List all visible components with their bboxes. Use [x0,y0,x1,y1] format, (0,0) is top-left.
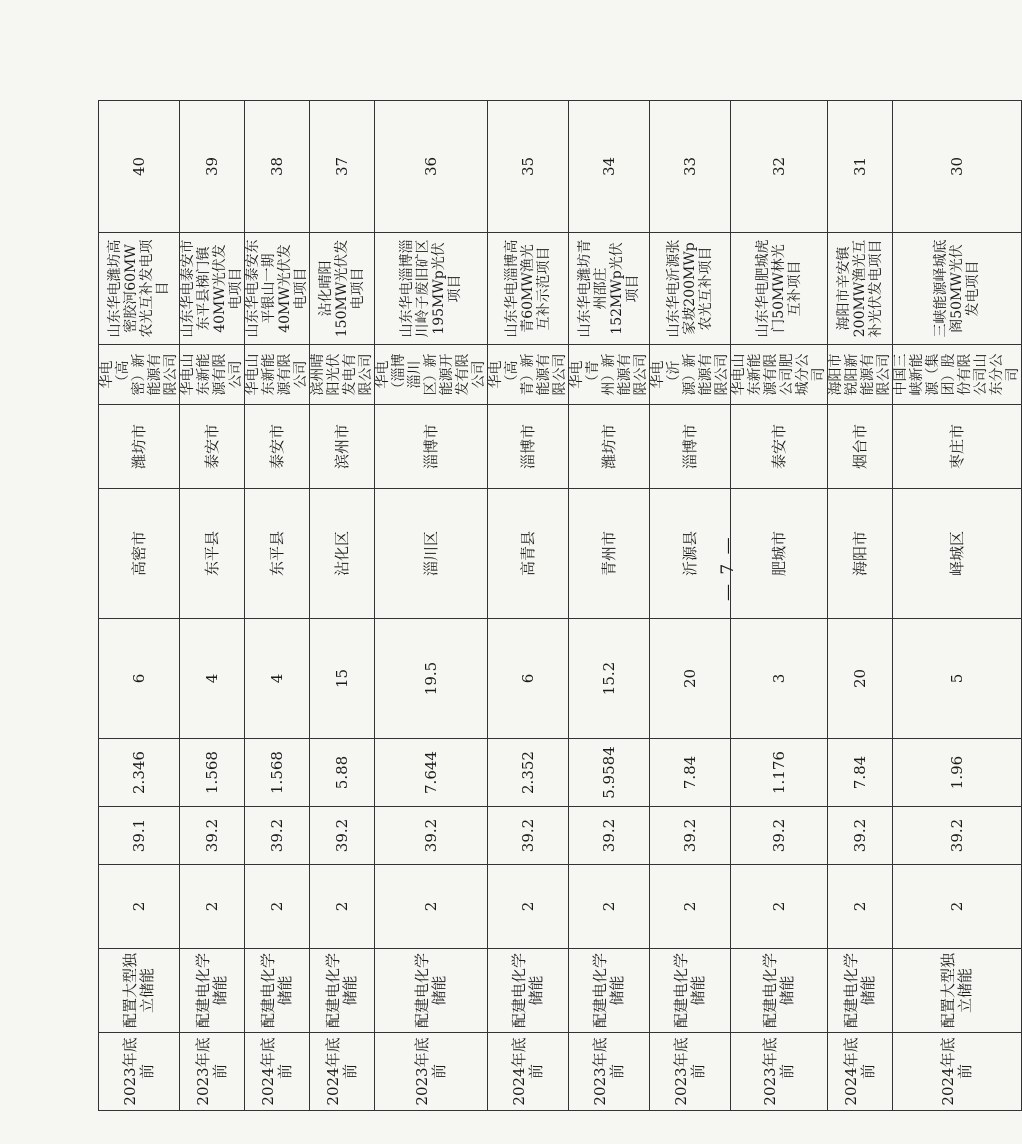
company-cell: 华电（高青）新能源有限公司 [488,345,569,405]
table-row [569,101,650,1111]
table-row [310,101,375,1111]
method-cell: 配建电化学储能 [375,949,488,1033]
deadline-cell: 2023年底前 [375,1033,488,1111]
method-cell: 配建电化学储能 [828,949,893,1033]
company-cell: 华电（沂源）新能源有限公司 [650,345,731,405]
capacity-cell: 1.96 [893,739,1022,807]
capacity-cell: 2.346 [99,739,180,807]
capacity-cell: 1.568 [245,739,310,807]
deadline-cell: 2023年底前 [731,1033,828,1111]
project-cell: 山东华电肥城虎门50MW林光互补项目 [731,233,828,345]
rate-cell: 39.2 [893,807,1022,865]
deadline-cell: 2024年底前 [310,1033,375,1111]
row-number-cell: 38 [245,101,310,233]
deadline-cell: 2024年底前 [893,1033,1022,1111]
table-row [650,101,731,1111]
city-cell: 淄博市 [375,405,488,489]
district-cell: 肥城市 [731,489,828,619]
district-cell: 海阳市 [828,489,893,619]
hours-cell: 2 [650,865,731,949]
hours-cell: 2 [99,865,180,949]
table-row [375,101,488,1111]
capacity-cell: 5.9584 [569,739,650,807]
row-number-cell: 37 [310,101,375,233]
city-cell: 淄博市 [488,405,569,489]
project-cell: 山东华电泰安东平银山一期40MW光伏发电项目 [245,233,310,345]
scale-cell: 20 [650,619,731,739]
project-cell: 三峡能源峄城底阁50MW光伏发电项目 [893,233,1022,345]
project-cell: 山东华电淄博高青60MW渔光互补示范项目 [488,233,569,345]
method-cell: 配建电化学储能 [650,949,731,1033]
capacity-cell: 7.644 [375,739,488,807]
deadline-cell: 2023年底前 [569,1033,650,1111]
company-cell: 华电山东新能源有限公司肥城分公司 [731,345,828,405]
district-cell: 青州市 [569,489,650,619]
method-cell: 配建电化学储能 [569,949,650,1033]
district-cell: 东平县 [180,489,245,619]
rate-cell: 39.2 [245,807,310,865]
capacity-cell: 5.88 [310,739,375,807]
hours-cell: 2 [375,865,488,949]
city-cell: 潍坊市 [99,405,180,489]
rate-cell: 39.2 [375,807,488,865]
scale-cell: 6 [488,619,569,739]
hours-cell: 2 [893,865,1022,949]
hours-cell: 2 [245,865,310,949]
capacity-cell: 2.352 [488,739,569,807]
hours-cell: 2 [488,865,569,949]
company-cell: 华电山东新能源有限公司 [245,345,310,405]
hours-cell: 2 [310,865,375,949]
company-cell: 华电（高密）新能源有限公司 [99,345,180,405]
row-number-cell: 30 [893,101,1022,233]
scale-cell: 3 [731,619,828,739]
row-number-cell: 39 [180,101,245,233]
method-cell: 配建电化学储能 [488,949,569,1033]
district-cell: 淄川区 [375,489,488,619]
city-cell: 泰安市 [180,405,245,489]
scale-cell: 15.2 [569,619,650,739]
rate-cell: 39.2 [828,807,893,865]
company-cell: 滨州晴阳光伏发电有限公司 [310,345,375,405]
scale-cell: 4 [245,619,310,739]
deadline-cell: 2023年底前 [99,1033,180,1111]
district-cell: 沾化区 [310,489,375,619]
hours-cell: 2 [569,865,650,949]
table-row [488,101,569,1111]
capacity-cell: 1.176 [731,739,828,807]
row-number-cell: 35 [488,101,569,233]
company-cell: 华电山东新能源有限公司 [180,345,245,405]
rate-cell: 39.2 [488,807,569,865]
city-cell: 泰安市 [731,405,828,489]
row-number-cell: 31 [828,101,893,233]
rate-cell: 39.2 [650,807,731,865]
hours-cell: 2 [828,865,893,949]
district-cell: 沂源县 [650,489,731,619]
rate-cell: 39.2 [731,807,828,865]
city-cell: 淄博市 [650,405,731,489]
method-cell: 配建电化学储能 [731,949,828,1033]
deadline-cell: 2023年底前 [650,1033,731,1111]
district-cell: 高密市 [99,489,180,619]
deadline-cell: 2024年底前 [245,1033,310,1111]
scale-cell: 5 [893,619,1022,739]
company-cell: 中国三峡新能源（集团）股份有限公司山东分公司 [893,345,1022,405]
deadline-cell: 2023年底前 [180,1033,245,1111]
project-cell: 山东华电泰安市东平县梯门镇40MW光伏发电项目 [180,233,245,345]
scale-cell: 19.5 [375,619,488,739]
city-cell: 烟台市 [828,405,893,489]
capacity-cell: 7.84 [828,739,893,807]
storage-project-table [98,100,1022,1111]
city-cell: 潍坊市 [569,405,650,489]
project-cell: 山东华电淄博淄川岭子废旧矿区195MWp光伏项目 [375,233,488,345]
hours-cell: 2 [731,865,828,949]
city-cell: 泰安市 [245,405,310,489]
table-row [828,101,893,1111]
method-cell: 配建电化学储能 [180,949,245,1033]
hours-cell: 2 [180,865,245,949]
project-cell: 沾化晴阳150MW光伏发电项目 [310,233,375,345]
rate-cell: 39.1 [99,807,180,865]
method-cell: 配建电化学储能 [310,949,375,1033]
table-row [893,101,1022,1111]
row-number-cell: 36 [375,101,488,233]
table-row [180,101,245,1111]
method-cell: 配置大型独立储能 [99,949,180,1033]
rate-cell: 39.2 [310,807,375,865]
row-number-cell: 40 [99,101,180,233]
city-cell: 滨州市 [310,405,375,489]
district-cell: 峄城区 [893,489,1022,619]
project-cell: 山东华电沂源张家坡200MWp农光互补项目 [650,233,731,345]
project-cell: 山东华电潍坊高密胶河60MW农光互补发电项目 [99,233,180,345]
district-cell: 高青县 [488,489,569,619]
deadline-cell: 2024年底前 [828,1033,893,1111]
page-number: — 7 — [718,535,738,601]
row-number-cell: 33 [650,101,731,233]
scale-cell: 20 [828,619,893,739]
company-cell: 华电（青州）新能源有限公司 [569,345,650,405]
district-cell: 东平县 [245,489,310,619]
company-cell: 海阳市锐阳新能源有限公司 [828,345,893,405]
scale-cell: 4 [180,619,245,739]
deadline-cell: 2024年底前 [488,1033,569,1111]
project-cell: 海阳市辛安镇200MW渔光互补光伏发电项目 [828,233,893,345]
city-cell: 枣庄市 [893,405,1022,489]
row-number-cell: 34 [569,101,650,233]
capacity-cell: 1.568 [180,739,245,807]
rate-cell: 39.2 [569,807,650,865]
company-cell: 华电（淄博淄川区）新能源开发有限公司 [375,345,488,405]
table-row [99,101,180,1111]
capacity-cell: 7.84 [650,739,731,807]
scale-cell: 15 [310,619,375,739]
project-cell: 山东华电潍坊青州邵庄152MWp光伏项目 [569,233,650,345]
table-row [245,101,310,1111]
method-cell: 配建电化学储能 [245,949,310,1033]
table-row [731,101,828,1111]
row-number-cell: 32 [731,101,828,233]
rate-cell: 39.2 [180,807,245,865]
scale-cell: 6 [99,619,180,739]
method-cell: 配置大型独立储能 [893,949,1022,1033]
